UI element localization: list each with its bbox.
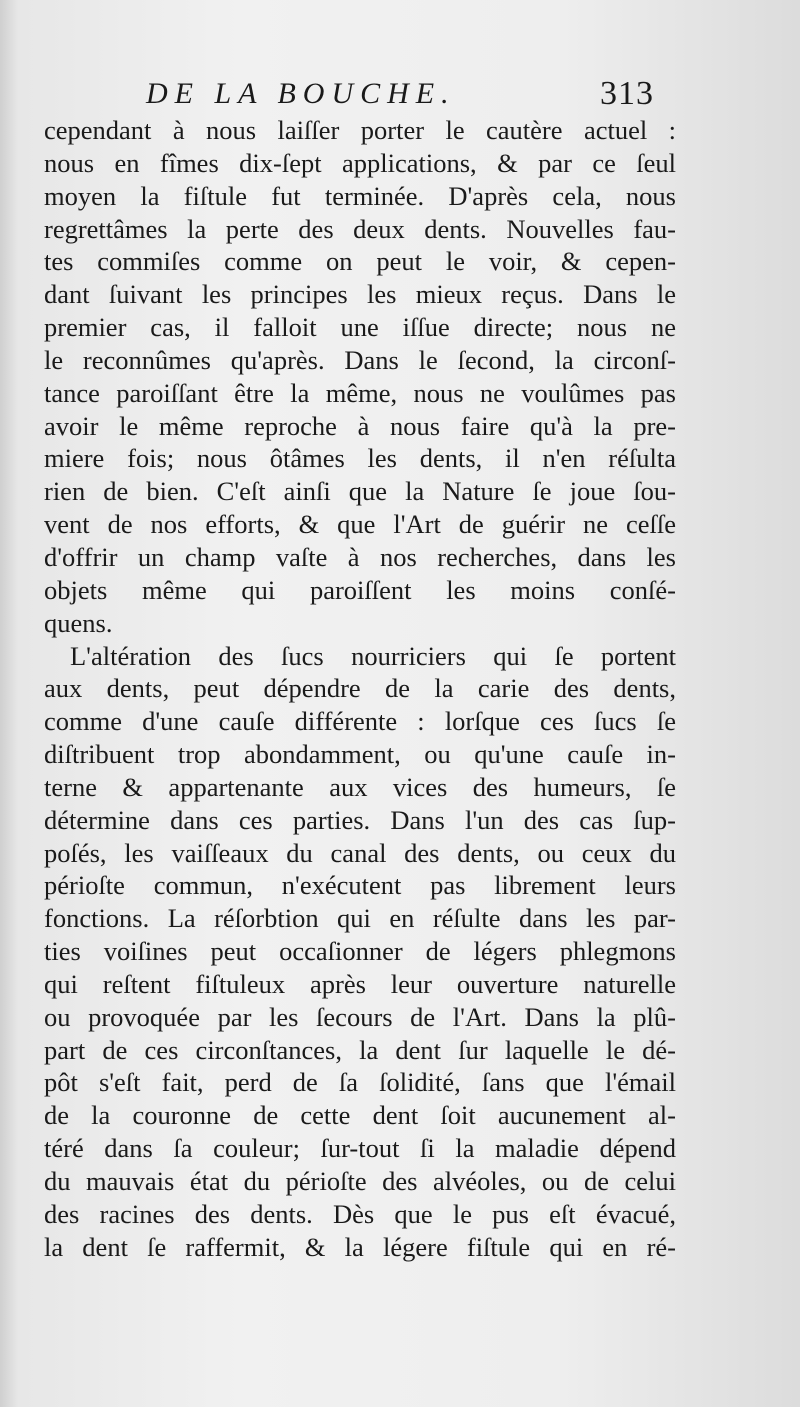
- paragraph-start-line: L'altération des ſucs nourriciers qui ſe portent: [70, 640, 676, 671]
- running-title: DE LA BOUCHE.: [146, 77, 456, 110]
- text-line: le reconnûmes qu'après. Dans le ſecond, la circonſ-: [44, 344, 676, 375]
- body-text: [44, 114, 676, 1264]
- text-line: la dent ſe raffermit, & la légere fiſtule qui en ré-: [44, 1231, 676, 1262]
- page-number: 313: [600, 75, 654, 112]
- text-line: regrettâmes la perte des deux dents. Nouvelles fau-: [44, 213, 676, 244]
- text-line: fonctions. La réſorbtion qui en réſulte dans les par-: [44, 903, 676, 934]
- text-line: ties voiſines peut occaſionner de légers phlegmons: [44, 936, 676, 967]
- text-line: d'offrir un champ vaſte à nos recherches, dans les: [44, 541, 676, 572]
- text-line: du mauvais état du périoſte des alvéoles, ou de celui: [44, 1166, 676, 1196]
- text-line: nous en fîmes dix-ſept applications, & par ce ſeul: [44, 147, 676, 178]
- text-line: objets même qui paroiſſent les moins conſé-: [44, 574, 676, 605]
- text-line: dant ſuivant les principes les mieux reçus. Dans le: [44, 279, 676, 310]
- paragraph-end-line: quens.: [44, 607, 113, 638]
- text-line: aux dents, peut dépendre de la carie des dents,: [44, 673, 676, 704]
- text-line: vent de nos efforts, & que l'Art de guérir ne ceſſe: [44, 509, 676, 540]
- text-line: miere fois; nous ôtâmes les dents, il n'en réſulta: [44, 443, 676, 474]
- text-line: de la couronne de cette dent ſoit aucunement al-: [44, 1100, 676, 1131]
- text-line: tance paroiſſant être la même, nous ne voulûmes pas: [44, 377, 676, 408]
- text-line: poſés, les vaiſſeaux du canal des dents, ou ceux du: [44, 837, 676, 868]
- text-line: tes commiſes comme on peut le voir, & cepen-: [44, 246, 676, 277]
- text-line: premier cas, il falloit une iſſue directe; nous ne: [44, 312, 676, 343]
- text-line: détermine dans ces parties. Dans l'un des cas ſup-: [44, 804, 676, 835]
- text-line: terne & appartenante aux vices des humeurs, ſe: [44, 771, 676, 802]
- text-line: cependant à nous laiſſer porter le cautère actuel :: [44, 115, 676, 145]
- text-line: diſtribuent trop abondamment, ou qu'une cauſe in-: [44, 739, 676, 770]
- text-line: téré dans ſa couleur; ſur-tout ſi la maladie dépend: [44, 1133, 676, 1164]
- text-line: avoir le même reproche à nous faire qu'à la pre-: [44, 410, 676, 441]
- text-line: moyen la fiſtule fut terminée. D'après cela, nous: [44, 180, 676, 211]
- text-line: qui reſtent fiſtuleux après leur ouverture naturelle: [44, 968, 676, 999]
- text-line: ou provoquée par les ſecours de l'Art. Dans la plû-: [44, 1001, 676, 1032]
- text-line: périoſte commun, n'exécutent pas librement leurs: [44, 870, 676, 901]
- text-line: des racines des dents. Dès que le pus eſt évacué,: [44, 1198, 676, 1229]
- gutter-shadow: [0, 0, 18, 1407]
- text-line: part de ces circonſtances, la dent ſur laquelle le dé-: [44, 1034, 676, 1065]
- text-line: pôt s'eſt fait, perd de ſa ſolidité, ſans que l'émail: [44, 1067, 676, 1098]
- running-head: [0, 74, 800, 114]
- text-line: comme d'une cauſe différente : lorſque ces ſucs ſe: [44, 706, 676, 737]
- text-line: rien de bien. C'eſt ainſi que la Nature ſe joue ſou-: [44, 476, 676, 507]
